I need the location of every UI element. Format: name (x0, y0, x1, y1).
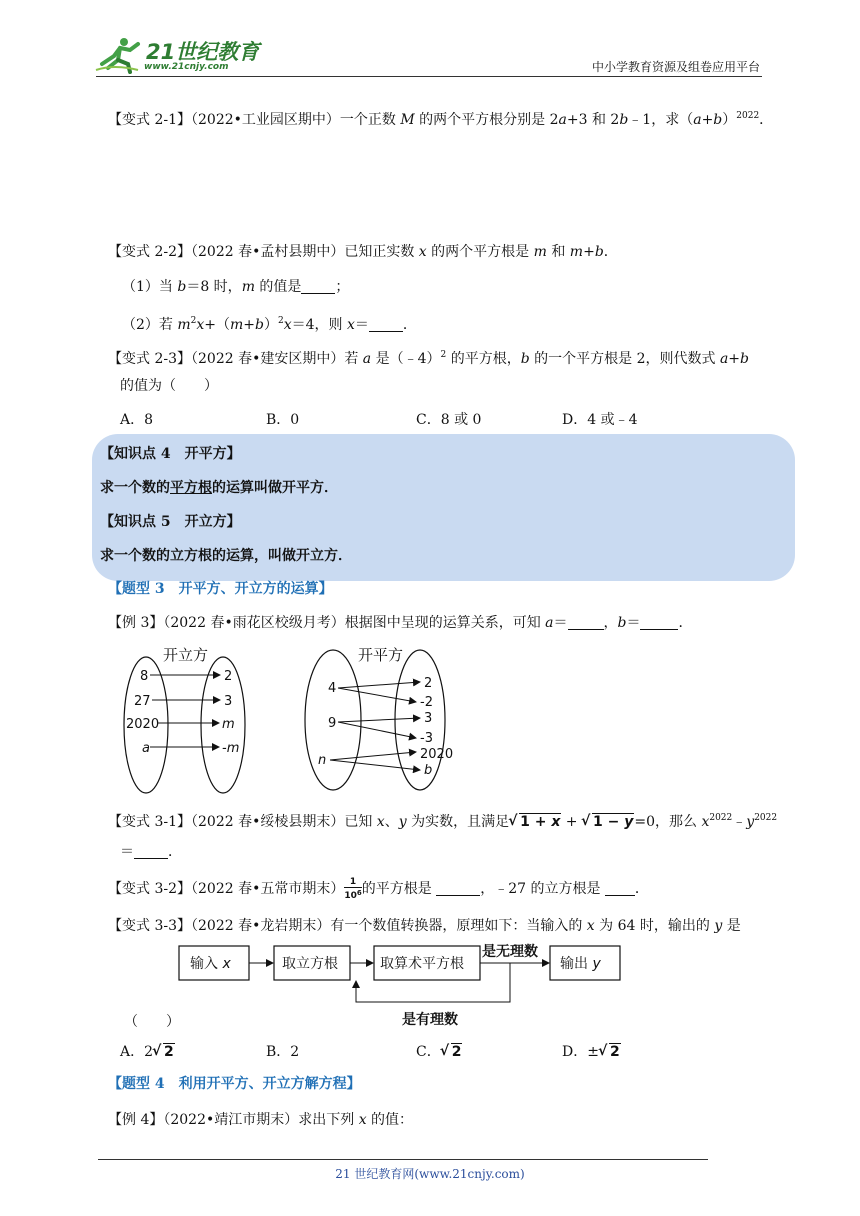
variant-3-3-paren: （ ） (124, 1014, 180, 1030)
svg-text:-3: -3 (420, 731, 433, 746)
footer-divider (98, 1159, 708, 1160)
example-label: 【例 4】 (108, 1112, 164, 1128)
svg-text:8: 8 (140, 669, 149, 684)
flow-output: 输出 y (560, 956, 601, 972)
flow-step2: 取算术平方根 (380, 956, 464, 972)
option-c[interactable]: C．√ 2 (416, 1042, 462, 1062)
variant-2-2-q2: （2）若 $m^2x+(m+b)^2x=4$，则 x＝ ． (122, 316, 417, 333)
flow-input: 输入 x (190, 956, 231, 972)
svg-text:2: 2 (224, 669, 233, 684)
flow-rational: 是有理数 (402, 1012, 458, 1028)
example-4: 【例 4】（2022•靖江市期末）求出下列 x 的值： (108, 1112, 414, 1128)
svg-text:3: 3 (424, 711, 433, 726)
header-divider (96, 76, 762, 77)
topic-3-heading: 【题型 3 开平方、开立方的运算】 (108, 581, 333, 597)
svg-text:-m: -m (222, 741, 240, 756)
svg-text:m: m (222, 717, 235, 732)
variant-2-1: 【变式 2-1】（2022•工业园区期中）一个正数 M 的两个平方根分别是 2a+3 和 2b﹣1，求$(a+b)^{2022}$． (108, 111, 774, 128)
variant-3-2: 【变式 3-2】（2022 春•五常市期末） $\frac{1}{10^6}$ 的平方根是 ，﹣27 的立方根是 ． (108, 877, 649, 901)
topic-4-heading: 【题型 4 利用开平方、开立方解方程】 (108, 1076, 361, 1092)
variant-label: 【变式 2-2】 (108, 244, 191, 260)
svg-text:b: b (424, 763, 433, 778)
svg-text:2: 2 (424, 676, 433, 691)
variant-3-3: 【变式 3-3】（2022 春•龙岩期末）有一个数值转换器，原理如下：当输入的 x 为 64 时，输出的 y 是 (108, 918, 741, 934)
variant-3-1-cont: ＝ ． (120, 844, 182, 860)
option-a[interactable]: A．8 (120, 412, 154, 428)
header-platform: 中小学教育资源及组卷应用平台 (591, 60, 760, 74)
svg-text:3: 3 (224, 694, 233, 709)
knowledge-5-text: 求一个数的立方根的运算，叫做开立方． (100, 548, 352, 564)
variant-label: 【变式 3-3】 (108, 918, 191, 934)
svg-text:-2: -2 (420, 695, 433, 710)
svg-text:27: 27 (134, 694, 151, 709)
option-b[interactable]: B．2 (266, 1044, 300, 1060)
option-a[interactable]: A．2√ 2 (120, 1042, 175, 1062)
diagram-right-title: 开平方 (358, 646, 404, 664)
variant-2-2-q1: （1）当 b＝8 时，m 的值是 ； (122, 279, 350, 295)
option-d[interactable]: D．4 或﹣4 (562, 412, 638, 428)
knowledge-4-title: 【知识点 4 开平方】 (100, 446, 241, 462)
svg-text:a: a (142, 741, 150, 756)
variant-2-3: 【变式 2-3】（2022 春•建安区期中）若 a 是（﹣4）$^2$ 的平方根，b 的一个平方根是 2，则代数式 a+b (108, 350, 749, 367)
variant-3-1: 【变式 3-1】（2022 春•绥棱县期末）已知 x、y 为实数，且满足√ 1 + x + √ 1 − y=0，那么 $x^{2022}﹣y^{2022}$ (108, 808, 777, 832)
svg-text:9: 9 (328, 716, 337, 731)
knowledge-4-text: 求一个数的平方根的运算叫做开平方． (100, 480, 338, 496)
variant-label: 【变式 3-1】 (108, 814, 191, 830)
option-b[interactable]: B．0 (266, 412, 300, 428)
example-label: 【例 3】 (108, 615, 164, 631)
variant-label: 【变式 2-1】 (108, 112, 191, 128)
knowledge-5-title: 【知识点 5 开立方】 (100, 514, 241, 530)
svg-text:2020: 2020 (420, 747, 454, 762)
site-logo (94, 34, 264, 76)
example-3: 【例 3】（2022 春•雨花区校级月考）根据图中呈现的运算关系，可知 a＝ ，b＝ ． (108, 615, 693, 631)
footer-text[interactable]: 21 世纪教育网(www.21cnjy.com) (335, 1167, 525, 1181)
variant-2-3-cont: 的值为（ ） (120, 378, 218, 394)
flow-step1: 取立方根 (282, 956, 338, 972)
mapping-diagrams (118, 640, 458, 795)
variant-2-2: 【变式 2-2】（2022 春•孟村县期中）已知正实数 x 的两个平方根是 m 和 m+b． (108, 244, 618, 260)
option-d[interactable]: D．±√ 2 (562, 1042, 621, 1062)
svg-text:2020: 2020 (126, 717, 160, 732)
logo-url: www.21cnjy.com (144, 62, 229, 72)
svg-text:n: n (318, 753, 327, 768)
logo-text: 21世纪教育 (146, 40, 260, 64)
converter-flowchart (176, 940, 626, 1030)
option-c[interactable]: C．8 或 0 (416, 412, 482, 428)
variant-label: 【变式 3-2】 (108, 881, 191, 897)
svg-text:4: 4 (328, 681, 337, 696)
diagram-left-title: 开立方 (163, 646, 209, 664)
variant-label: 【变式 2-3】 (108, 351, 191, 367)
flow-irrational: 是无理数 (482, 944, 538, 960)
